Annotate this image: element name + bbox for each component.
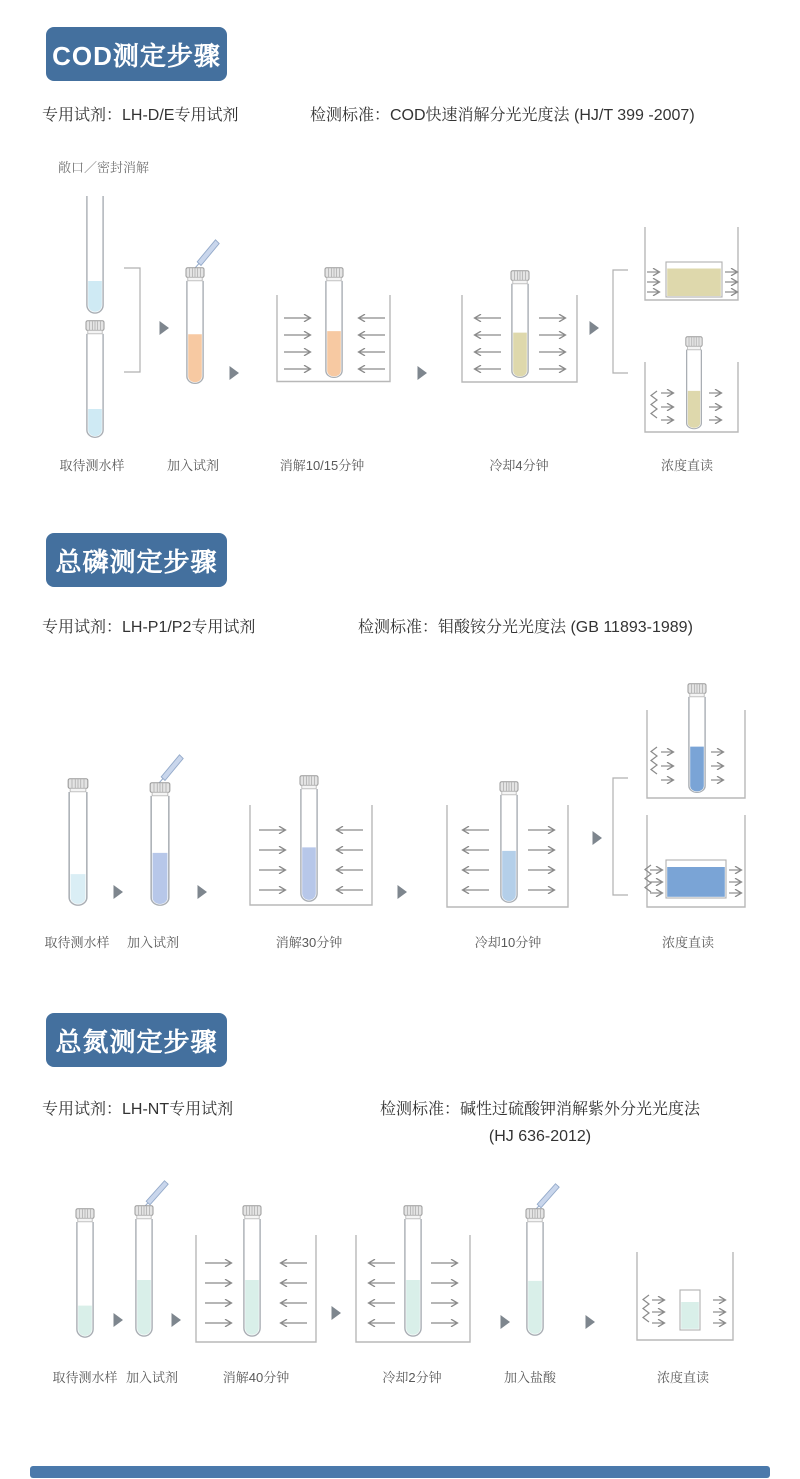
reagent-tube-icon [150, 755, 183, 905]
step-label: 冷却4分钟 [489, 458, 549, 473]
reagent-tube-icon [135, 1181, 168, 1336]
standard-label: 检测标准：钼酸铵分光光度法 (GB 11893-1989) [358, 619, 693, 636]
step-label: 浓度直读 [661, 935, 715, 950]
photometer-cuvette-reading-icon [645, 815, 745, 907]
step-arrow-icon [114, 1313, 124, 1327]
standard-label-line2: (HJ 636-2012) [488, 1128, 592, 1146]
heating-bath-icon [277, 268, 390, 382]
sample-tube-open-icon [87, 196, 103, 313]
step-label: 取待测水样 [59, 458, 125, 473]
tn-procedure-diagram [0, 1180, 800, 1405]
photometer-cuvette-reading-icon [637, 1252, 733, 1340]
tp-procedure-diagram [0, 660, 800, 960]
sample-tube-capped-icon [68, 779, 88, 905]
step-arrow-icon [230, 366, 240, 380]
bracket [613, 778, 628, 895]
cod-procedure-diagram [0, 150, 800, 490]
pipette-icon [195, 240, 219, 268]
acid-tube-icon [526, 1184, 559, 1335]
sample-tube-capped-icon [86, 321, 104, 438]
pipette-icon [144, 1181, 168, 1208]
step-arrow-icon [586, 1315, 596, 1329]
step-arrow-icon [593, 831, 603, 845]
reagent-label: 专用试剂：LH-NT专用试剂 [42, 1101, 234, 1118]
step-label: 浓度直读 [660, 458, 714, 473]
photometer-tube-reading-icon [647, 684, 745, 798]
reagent-tube-icon [186, 240, 219, 384]
step-label: 消解40分钟 [222, 1370, 290, 1385]
step-arrow-icon [332, 1306, 342, 1320]
photometer-tube-reading-icon [645, 337, 738, 432]
step-label: 浓度直读 [656, 1370, 710, 1385]
cooling-bath-icon [462, 271, 577, 382]
step-label: 消解30分钟 [275, 935, 343, 950]
step-label: 加入试剂 [125, 1370, 179, 1385]
section-badge-tn: 总氮测定步骤 [46, 1013, 227, 1067]
heating-bath-icon [250, 776, 372, 905]
photometer-cuvette-reading-icon [645, 227, 738, 300]
section-badge-cod: COD测定步骤 [46, 27, 227, 81]
step-label: 加入试剂 [166, 458, 220, 473]
section-badge-tp: 总磷测定步骤 [46, 533, 227, 587]
reagent-label: 专用试剂：LH-P1/P2专用试剂 [42, 619, 256, 636]
reagent-label: 专用试剂：LH-D/E专用试剂 [42, 107, 239, 124]
standard-label: 检测标准：COD快速消解分光光度法 (HJ/T 399 -2007) [310, 107, 695, 124]
step-arrow-icon [198, 885, 208, 899]
pipette-icon [535, 1184, 559, 1211]
step-arrow-icon [590, 321, 600, 335]
cooling-bath-icon [356, 1206, 470, 1342]
bracket [613, 270, 628, 373]
step-label: 消解10/15分钟 [279, 458, 365, 473]
sample-tube-capped-icon [76, 1209, 94, 1337]
step-arrow-icon [398, 885, 408, 899]
step-label: 冷却10分钟 [474, 935, 542, 950]
pipette-icon [159, 755, 183, 783]
step-label: 加入盐酸 [503, 1370, 557, 1385]
footer-divider-bar [30, 1466, 770, 1478]
step-label: 加入试剂 [126, 935, 180, 950]
cooling-bath-icon [447, 782, 568, 907]
standard-label-block [363, 1096, 717, 1150]
step-arrow-icon [501, 1315, 511, 1329]
step-label: 冷却2分钟 [382, 1370, 442, 1385]
step-arrow-icon [160, 321, 170, 335]
step-label: 取待测水样 [44, 935, 110, 950]
step-arrow-icon [172, 1313, 182, 1327]
step-arrow-icon [114, 885, 124, 899]
step-arrow-icon [418, 366, 428, 380]
step-label: 取待测水样 [52, 1370, 118, 1385]
bracket [124, 268, 140, 372]
heating-bath-icon [196, 1206, 316, 1342]
digestion-note-label: 敞口／密封消解 [58, 160, 150, 175]
standard-label: 检测标准：碱性过硫酸钾消解紫外分光光度法 [379, 1101, 700, 1118]
